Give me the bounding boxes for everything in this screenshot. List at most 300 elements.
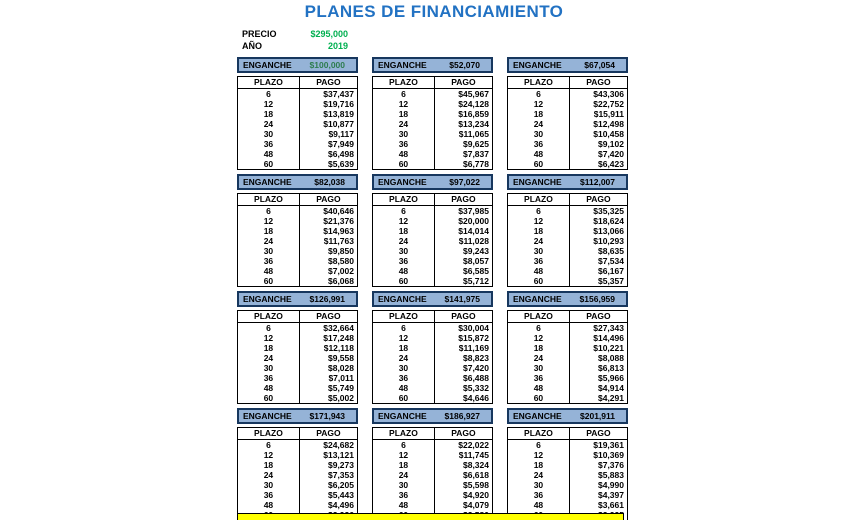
pago-cell: $4,646	[462, 393, 489, 403]
plazo-cell: 60	[508, 393, 570, 403]
plazo-cell: 36	[238, 490, 300, 500]
pago-cell: $35,325	[593, 206, 624, 216]
plan-rows	[373, 323, 492, 403]
pago-cell: $13,121	[323, 450, 354, 460]
table-row	[373, 440, 492, 450]
table-header-row	[508, 311, 627, 323]
pago-cell: $9,117	[328, 129, 354, 139]
plazo-cell: 60	[508, 159, 570, 169]
enganche-label: ENGANCHE	[243, 60, 292, 70]
plazo-cell: 18	[508, 343, 570, 353]
pago-cell: $6,813	[597, 363, 624, 373]
plazo-column-header: PLAZO	[508, 194, 570, 205]
enganche-value: $171,943	[309, 411, 345, 421]
table-row	[373, 149, 492, 159]
plazo-column-header: PLAZO	[373, 77, 435, 88]
table-row	[373, 109, 492, 119]
plazo-cell: 12	[373, 333, 435, 343]
table-row	[373, 159, 492, 169]
plan-table	[372, 310, 493, 404]
plazo-cell: 48	[238, 500, 300, 510]
table-row	[238, 256, 357, 266]
table-row	[508, 246, 627, 256]
pago-cell: $27,343	[593, 323, 624, 333]
table-row	[373, 266, 492, 276]
plazo-cell: 18	[373, 460, 435, 470]
table-header-row	[238, 77, 357, 89]
plazo-cell: 18	[508, 460, 570, 470]
pago-cell: $9,558	[327, 353, 354, 363]
enganche-header	[372, 174, 493, 190]
pago-cell: $5,002	[327, 393, 354, 403]
table-row	[373, 353, 492, 363]
plan-rows	[238, 323, 357, 403]
plan-rows	[373, 89, 492, 169]
pago-cell: $3,661	[597, 500, 624, 510]
plazo-cell: 30	[373, 129, 435, 139]
table-row	[508, 383, 627, 393]
pago-cell: $6,167	[597, 266, 624, 276]
pago-cell: $24,128	[458, 99, 489, 109]
plazo-cell: 24	[238, 119, 300, 129]
enganche-header	[507, 291, 628, 307]
plazo-column-header: PLAZO	[238, 77, 300, 88]
plazo-cell: 30	[238, 246, 300, 256]
precio-value: $295,000	[310, 29, 348, 39]
plan-rows	[238, 206, 357, 286]
plazo-cell: 18	[373, 109, 435, 119]
plazo-cell: 30	[508, 129, 570, 139]
pago-cell: $37,985	[458, 206, 489, 216]
plans-grid	[237, 57, 628, 520]
plazo-cell: 36	[373, 373, 435, 383]
table-row	[373, 256, 492, 266]
pago-cell: $15,911	[593, 109, 624, 119]
enganche-header	[372, 291, 493, 307]
pago-cell: $4,990	[597, 480, 624, 490]
plazo-cell: 48	[238, 383, 300, 393]
plazo-cell: 6	[238, 89, 300, 99]
plan-rows	[238, 440, 357, 520]
plan-block	[237, 291, 358, 403]
enganche-value: $82,038	[314, 177, 345, 187]
enganche-value: $52,070	[449, 60, 480, 70]
enganche-label: ENGANCHE	[513, 411, 562, 421]
plan-rows	[238, 89, 357, 169]
plan-table	[372, 193, 493, 287]
pago-cell: $45,967	[458, 89, 489, 99]
plazo-cell: 18	[508, 226, 570, 236]
table-header-row	[508, 428, 627, 440]
plazo-cell: 24	[238, 353, 300, 363]
table-row	[238, 109, 357, 119]
table-row	[238, 149, 357, 159]
table-row	[238, 323, 357, 333]
pago-cell: $15,872	[458, 333, 489, 343]
enganche-header	[507, 408, 628, 424]
table-row	[238, 393, 357, 403]
table-row	[238, 470, 357, 480]
pago-cell: $4,496	[327, 500, 354, 510]
plazo-cell: 12	[238, 333, 300, 343]
plazo-cell: 24	[508, 119, 570, 129]
pago-cell: $7,837	[462, 149, 489, 159]
table-row	[508, 149, 627, 159]
pago-cell: $7,534	[597, 256, 624, 266]
plazo-column-header: PLAZO	[373, 311, 435, 322]
pago-cell: $9,273	[327, 460, 354, 470]
table-row	[508, 490, 627, 500]
pago-cell: $11,065	[458, 129, 489, 139]
pago-cell: $17,248	[323, 333, 354, 343]
enganche-label: ENGANCHE	[513, 294, 562, 304]
enganche-label: ENGANCHE	[378, 411, 427, 421]
plazo-cell: 6	[373, 89, 435, 99]
table-row	[373, 480, 492, 490]
plan-table	[237, 310, 358, 404]
pago-cell: $8,028	[327, 363, 354, 373]
plazo-cell: 12	[238, 450, 300, 460]
table-row	[238, 119, 357, 129]
plazo-cell: 48	[508, 500, 570, 510]
table-row	[508, 500, 627, 510]
table-row	[238, 89, 357, 99]
pago-cell: $11,028	[458, 236, 489, 246]
plazo-cell: 6	[238, 440, 300, 450]
plazo-cell: 12	[508, 333, 570, 343]
plan-table	[237, 76, 358, 170]
plazo-cell: 18	[238, 109, 300, 119]
plazo-cell: 60	[373, 276, 435, 286]
table-row	[238, 343, 357, 353]
table-row	[373, 119, 492, 129]
pago-column-header: PAGO	[586, 194, 611, 204]
plazo-cell: 24	[373, 236, 435, 246]
plazo-cell: 6	[508, 206, 570, 216]
pago-cell: $12,498	[593, 119, 624, 129]
plazo-column-header: PLAZO	[238, 311, 300, 322]
plan-rows	[373, 440, 492, 520]
plan-rows	[508, 206, 627, 286]
anio-value: 2019	[327, 41, 348, 51]
pago-column-header: PAGO	[586, 311, 611, 321]
table-row	[508, 323, 627, 333]
pago-cell: $13,234	[458, 119, 489, 129]
pago-cell: $14,963	[323, 226, 354, 236]
table-row	[373, 333, 492, 343]
plan-block	[372, 408, 493, 520]
table-row	[373, 393, 492, 403]
table-row	[508, 159, 627, 169]
plazo-cell: 48	[238, 149, 300, 159]
pago-cell: $20,000	[458, 216, 489, 226]
pago-cell: $14,496	[593, 333, 624, 343]
price-info-block	[242, 28, 348, 52]
table-row	[373, 383, 492, 393]
enganche-label: ENGANCHE	[243, 411, 292, 421]
pago-cell: $4,914	[597, 383, 624, 393]
table-row	[238, 333, 357, 343]
pago-cell: $7,353	[327, 470, 354, 480]
plazo-cell: 36	[508, 490, 570, 500]
table-row	[508, 256, 627, 266]
pago-cell: $9,102	[597, 139, 624, 149]
pago-cell: $11,745	[458, 450, 489, 460]
plazo-cell: 30	[373, 363, 435, 373]
table-header-row	[373, 311, 492, 323]
table-row	[238, 450, 357, 460]
pago-cell: $6,585	[462, 266, 489, 276]
pago-cell: $12,118	[323, 343, 354, 353]
plazo-cell: 24	[373, 353, 435, 363]
plazo-cell: 6	[238, 323, 300, 333]
table-row	[508, 266, 627, 276]
pago-cell: $5,712	[462, 276, 489, 286]
table-row	[508, 343, 627, 353]
plan-block	[507, 57, 628, 169]
plan-rows	[508, 323, 627, 403]
table-row	[238, 99, 357, 109]
plazo-cell: 18	[373, 226, 435, 236]
table-row	[508, 440, 627, 450]
pago-cell: $5,443	[327, 490, 354, 500]
table-row	[373, 450, 492, 460]
plazo-cell: 36	[238, 256, 300, 266]
plazo-cell: 18	[373, 343, 435, 353]
pago-cell: $7,002	[327, 266, 354, 276]
pago-cell: $5,598	[462, 480, 489, 490]
pago-cell: $8,823	[462, 353, 489, 363]
enganche-header	[237, 291, 358, 307]
plazo-cell: 18	[238, 343, 300, 353]
enganche-label: ENGANCHE	[378, 294, 427, 304]
plan-table	[507, 76, 628, 170]
plan-rows	[508, 89, 627, 169]
plazo-cell: 36	[373, 256, 435, 266]
pago-cell: $22,752	[593, 99, 624, 109]
plan-table	[507, 427, 628, 520]
plazo-cell: 24	[508, 470, 570, 480]
plazo-cell: 24	[238, 470, 300, 480]
plazo-cell: 48	[508, 383, 570, 393]
pago-cell: $5,357	[597, 276, 624, 286]
plan-block	[372, 291, 493, 403]
plazo-column-header: PLAZO	[373, 194, 435, 205]
plazo-column-header: PLAZO	[238, 194, 300, 205]
plazo-cell: 12	[373, 99, 435, 109]
pago-cell: $8,635	[597, 246, 624, 256]
plazo-cell: 30	[373, 480, 435, 490]
plan-table	[237, 427, 358, 520]
table-row	[508, 129, 627, 139]
table-row	[373, 470, 492, 480]
table-row	[508, 139, 627, 149]
plazo-cell: 6	[373, 440, 435, 450]
table-row	[508, 226, 627, 236]
plan-block	[237, 57, 358, 169]
table-row	[238, 216, 357, 226]
table-row	[238, 276, 357, 286]
plazo-cell: 6	[238, 206, 300, 216]
plazo-cell: 30	[373, 246, 435, 256]
enganche-value: $100,000	[309, 60, 345, 70]
plazo-cell: 60	[508, 276, 570, 286]
pago-cell: $11,169	[458, 343, 489, 353]
table-row	[508, 89, 627, 99]
pago-column-header: PAGO	[586, 428, 611, 438]
plazo-cell: 12	[373, 450, 435, 460]
pago-cell: $14,014	[458, 226, 489, 236]
plazo-cell: 48	[373, 500, 435, 510]
table-row	[373, 206, 492, 216]
pago-column-header: PAGO	[451, 428, 476, 438]
pago-cell: $19,361	[593, 440, 624, 450]
plazo-cell: 30	[238, 129, 300, 139]
table-row	[508, 480, 627, 490]
plazo-cell: 36	[508, 373, 570, 383]
pago-cell: $7,011	[328, 373, 354, 383]
plan-block	[237, 408, 358, 520]
plan-block	[507, 291, 628, 403]
plazo-cell: 24	[373, 119, 435, 129]
table-row	[238, 383, 357, 393]
plazo-cell: 6	[373, 323, 435, 333]
anio-row	[242, 40, 348, 52]
plazo-cell: 30	[238, 363, 300, 373]
plazo-cell: 48	[238, 266, 300, 276]
pago-cell: $5,749	[327, 383, 354, 393]
table-row	[238, 480, 357, 490]
pago-cell: $6,068	[327, 276, 354, 286]
pago-cell: $5,639	[327, 159, 354, 169]
table-row	[508, 333, 627, 343]
plazo-cell: 30	[508, 246, 570, 256]
plazo-cell: 18	[238, 460, 300, 470]
pago-cell: $4,920	[462, 490, 489, 500]
table-header-row	[238, 194, 357, 206]
plazo-cell: 36	[373, 490, 435, 500]
plazo-cell: 36	[238, 373, 300, 383]
plazo-cell: 24	[238, 236, 300, 246]
pago-cell: $8,088	[597, 353, 624, 363]
pago-cell: $6,498	[327, 149, 354, 159]
plazo-cell: 24	[508, 236, 570, 246]
plazo-column-header: PLAZO	[373, 428, 435, 439]
plan-block	[372, 57, 493, 169]
plan-table	[507, 193, 628, 287]
plazo-cell: 12	[238, 99, 300, 109]
plazo-cell: 6	[508, 89, 570, 99]
table-row	[508, 236, 627, 246]
plazo-cell: 36	[373, 139, 435, 149]
anio-label: AÑO	[242, 41, 262, 51]
table-row	[508, 353, 627, 363]
table-row	[238, 159, 357, 169]
pago-cell: $40,646	[323, 206, 354, 216]
enganche-label: ENGANCHE	[378, 177, 427, 187]
table-row	[238, 266, 357, 276]
plazo-cell: 12	[508, 216, 570, 226]
plazo-column-header: PLAZO	[508, 428, 570, 439]
table-row	[238, 440, 357, 450]
pago-cell: $9,625	[462, 139, 489, 149]
page-title: PLANES DE FINANCIAMIENTO	[304, 2, 564, 21]
plazo-cell: 12	[508, 99, 570, 109]
table-row	[508, 276, 627, 286]
pago-cell: $4,079	[462, 500, 489, 510]
enganche-header	[372, 408, 493, 424]
table-row	[373, 343, 492, 353]
plan-rows	[373, 206, 492, 286]
table-row	[508, 460, 627, 470]
pago-cell: $7,376	[597, 460, 624, 470]
plazo-cell: 48	[508, 266, 570, 276]
table-header-row	[508, 194, 627, 206]
enganche-label: ENGANCHE	[243, 177, 292, 187]
table-row	[373, 99, 492, 109]
pago-cell: $8,324	[462, 460, 489, 470]
plan-block	[507, 408, 628, 520]
table-row	[238, 236, 357, 246]
table-header-row	[238, 311, 357, 323]
table-row	[373, 363, 492, 373]
table-row	[238, 460, 357, 470]
plazo-column-header: PLAZO	[508, 311, 570, 322]
pago-cell: $21,376	[323, 216, 354, 226]
plazo-column-header: PLAZO	[508, 77, 570, 88]
pago-column-header: PAGO	[451, 77, 476, 87]
table-header-row	[373, 428, 492, 440]
pago-cell: $11,763	[323, 236, 354, 246]
pago-cell: $9,243	[462, 246, 489, 256]
plazo-cell: 60	[373, 159, 435, 169]
table-row	[238, 353, 357, 363]
plazo-cell: 48	[373, 149, 435, 159]
plazo-cell: 18	[508, 109, 570, 119]
pago-cell: $13,066	[593, 226, 624, 236]
table-row	[373, 500, 492, 510]
pago-cell: $24,682	[323, 440, 354, 450]
table-row	[238, 490, 357, 500]
table-row	[508, 206, 627, 216]
table-row	[373, 89, 492, 99]
pago-cell: $7,949	[327, 139, 354, 149]
pago-column-header: PAGO	[451, 194, 476, 204]
pago-cell: $10,221	[593, 343, 624, 353]
plazo-cell: 36	[508, 256, 570, 266]
enganche-value: $67,054	[584, 60, 615, 70]
enganche-value: $112,007	[580, 177, 615, 187]
plazo-column-header: PLAZO	[238, 428, 300, 439]
table-row	[508, 119, 627, 129]
plazo-cell: 6	[508, 323, 570, 333]
plazo-cell: 60	[238, 159, 300, 169]
table-row	[373, 246, 492, 256]
plazo-cell: 60	[373, 393, 435, 403]
plazo-cell: 60	[238, 393, 300, 403]
plazo-cell: 18	[238, 226, 300, 236]
pago-cell: $6,618	[462, 470, 489, 480]
table-row	[508, 363, 627, 373]
table-row	[238, 129, 357, 139]
pago-cell: $10,877	[323, 119, 354, 129]
plazo-cell: 48	[373, 383, 435, 393]
pago-cell: $32,664	[323, 323, 354, 333]
pago-cell: $10,293	[593, 236, 624, 246]
precio-row	[242, 28, 348, 40]
enganche-header	[507, 57, 628, 73]
enganche-value: $141,975	[444, 294, 480, 304]
